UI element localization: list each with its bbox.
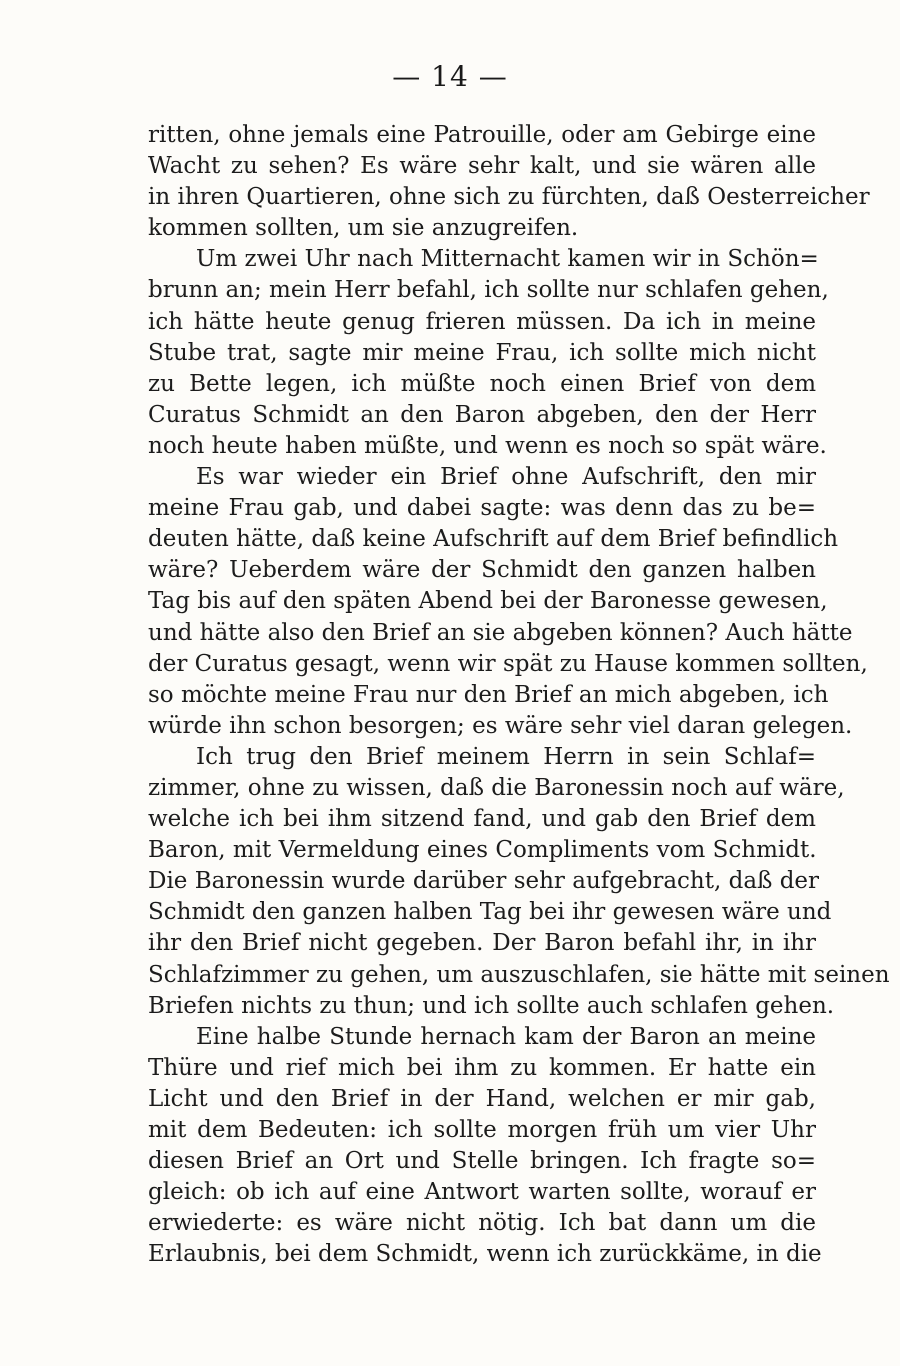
text-line: Wacht zu sehen? Es wäre sehr kalt, und sie wären alle <box>148 153 816 180</box>
page-number: — 14 — <box>392 60 508 93</box>
text-line: mit dem Bedeuten: ich sollte morgen früh um vier Uhr <box>148 1117 816 1143</box>
text-line: ritten, ohne jemals eine Patrouille, oder am Gebirge eine <box>148 122 816 148</box>
text-line: wäre? Ueberdem wäre der Schmidt den ganzen halben <box>148 557 816 584</box>
text-line: zu Bette legen, ich müßte noch einen Brief von dem <box>148 370 816 397</box>
text-line: Tag bis auf den späten Abend bei der Baronesse gewesen, <box>148 588 828 615</box>
text-line: Thüre und rief mich bei ihm zu kommen. Er hatte ein <box>148 1054 816 1081</box>
text-line: Um zwei Uhr nach Mitternacht kamen wir in Schön= <box>196 246 819 273</box>
body-text <box>148 120 890 1270</box>
text-line: Licht und den Brief in der Hand, welchen er mir gab, <box>148 1085 816 1112</box>
text-line: Briefen nichts zu thun; und ich sollte auch schlafen gehen. <box>148 992 835 1019</box>
text-line: welche ich bei ihm sitzend fand, und gab den Brief dem <box>148 806 816 833</box>
text-line: noch heute haben müßte, und wenn es noch so spät wäre. <box>148 432 827 459</box>
text-line: Erlaubnis, bei dem Schmidt, wenn ich zurückkäme, in die <box>148 1241 822 1268</box>
text-line: in ihren Quartieren, ohne sich zu fürchten, daß Oesterreicher <box>148 184 870 211</box>
text-line: meine Frau gab, und dabei sagte: was denn das zu be= <box>148 495 816 522</box>
text-line: der Curatus gesagt, wenn wir spät zu Hause kommen sollten, <box>148 650 868 677</box>
text-line: würde ihn schon besorgen; es wäre sehr viel daran gelegen. <box>148 712 853 739</box>
text-line: Schmidt den ganzen halben Tag bei ihr gewesen wäre und <box>148 899 832 926</box>
text-line: ich hätte heute genug frieren müssen. Da ich in meine <box>148 308 816 335</box>
text-line: deuten hätte, daß keine Aufschrift auf dem Brief befindlich <box>148 526 839 553</box>
text-line: Ich trug den Brief meinem Herrn in sein Schlaf= <box>196 743 816 770</box>
text-line: zimmer, ohne zu wissen, daß die Baronessin noch auf wäre, <box>148 774 845 801</box>
text-line: Schlafzimmer zu gehen, um auszuschlafen, sie hätte mit seinen <box>148 961 890 988</box>
text-line: Curatus Schmidt an den Baron abgeben, den der Herr <box>148 401 816 428</box>
text-line: brunn an; mein Herr befahl, ich sollte nur schlafen gehen, <box>148 277 829 304</box>
text-line: Stube trat, sagte mir meine Frau, ich sollte mich nicht <box>148 339 816 366</box>
text-line: Eine halbe Stunde hernach kam der Baron an meine <box>196 1023 816 1050</box>
text-line: kommen sollten, um sie anzugreifen. <box>148 215 579 242</box>
text-line: so möchte meine Frau nur den Brief an mich abgeben, ich <box>148 681 829 708</box>
text-line: ihr den Brief nicht gegeben. Der Baron befahl ihr, in ihr <box>148 930 816 957</box>
text-line: Die Baronessin wurde darüber sehr aufgebracht, daß der <box>148 868 820 895</box>
text-line: diesen Brief an Ort und Stelle bringen. Ich fragte so= <box>148 1148 816 1175</box>
text-line: erwiederte: es wäre nicht nötig. Ich bat dann um die <box>148 1210 816 1237</box>
text-line: Es war wieder ein Brief ohne Aufschrift, den mir <box>196 464 816 491</box>
text-line: und hätte also den Brief an sie abgeben können? Auch hätte <box>148 619 853 646</box>
text-line: gleich: ob ich auf eine Antwort warten sollte, worauf er <box>148 1179 816 1206</box>
text-line: Baron, mit Vermeldung eines Compliments vom Schmidt. <box>148 837 817 864</box>
